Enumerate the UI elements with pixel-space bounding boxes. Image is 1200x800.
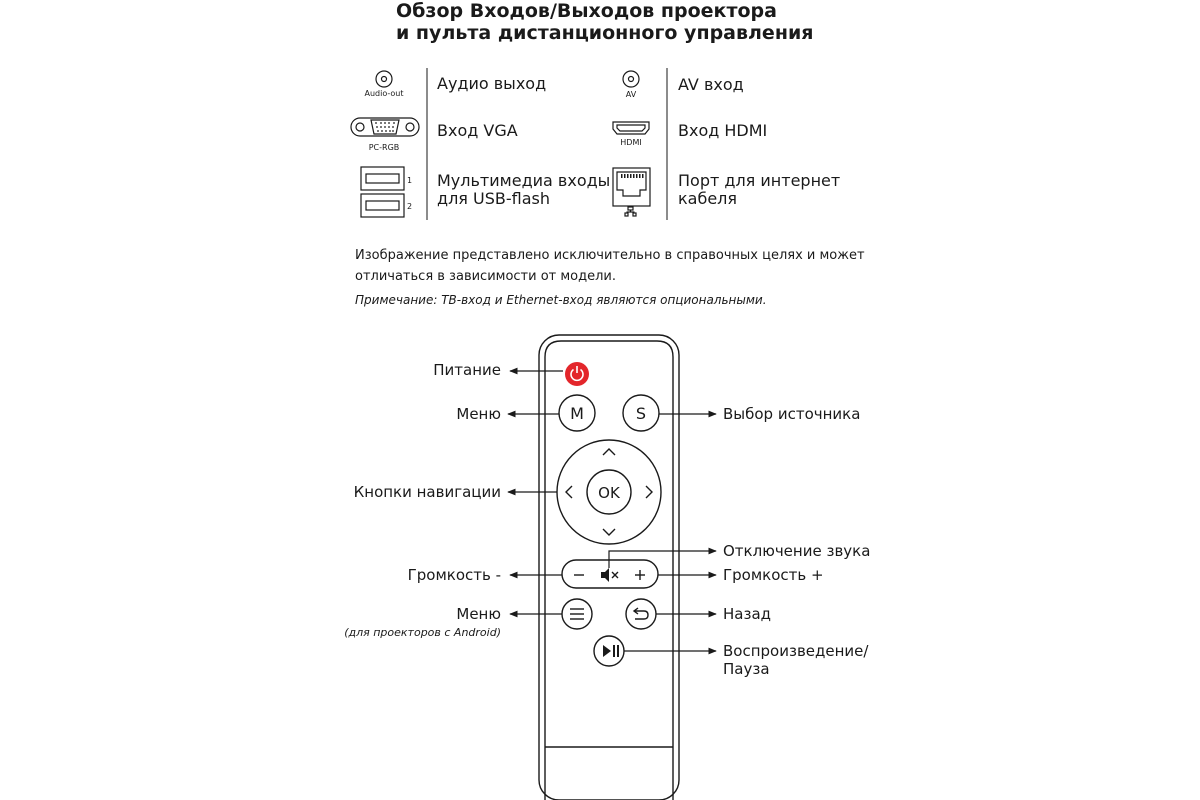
optional-note: Примечание: ТВ-вход и Ethernet-вход являются опциональными. — [355, 293, 767, 307]
av-caption: AV — [625, 90, 637, 99]
callout-play-line-2: Пауза — [723, 660, 770, 678]
callout-power: Питание — [433, 361, 501, 379]
callout-back: Назад — [723, 605, 772, 623]
callout-vol-plus: Громкость + — [723, 566, 824, 584]
menu-button-label: M — [570, 404, 584, 423]
nav-up-icon — [603, 449, 615, 455]
usb-number-1: 1 — [407, 176, 413, 185]
callout-play-pause — [723, 642, 868, 678]
vga-caption: PC-RGB — [368, 143, 400, 152]
usb-label-line-2: для USB-flash — [437, 189, 550, 208]
hdmi-label: Вход HDMI — [678, 121, 768, 140]
play-pause-icon — [603, 645, 619, 657]
callout-navigation: Кнопки навигации — [353, 483, 501, 501]
ethernet-label-line-2: кабеля — [678, 189, 738, 208]
nav-down-icon — [603, 529, 615, 535]
usb-number-2: 2 — [407, 202, 413, 211]
hdmi-caption: HDMI — [620, 138, 642, 147]
ethernet-label-line-1: Порт для интернет — [678, 171, 841, 190]
mute-icon — [601, 568, 618, 582]
title-line-2: и пульта дистанционного управления — [396, 22, 814, 44]
callout-android-menu-note: (для проекторов с Android) — [344, 626, 501, 639]
usb-label-line-1: Мультимедиа входы — [437, 171, 611, 190]
nav-right-icon — [646, 486, 652, 498]
ok-button-label: OK — [598, 484, 620, 502]
source-button-label: S — [635, 404, 647, 423]
callout-mute: Отключение звука — [723, 542, 871, 560]
nav-left-icon — [566, 486, 572, 498]
disclaimer-line-2: отличаться в зависимости от модели. — [355, 269, 617, 284]
av-in-label: AV вход — [678, 75, 744, 94]
audio-out-caption: Audio-out — [364, 89, 404, 98]
back-button[interactable] — [626, 599, 656, 629]
audio-out-label: Аудио выход — [437, 74, 547, 93]
volume-bar — [562, 560, 658, 588]
callout-vol-minus: Громкость - — [407, 566, 501, 584]
callout-android-menu: Меню — [456, 605, 501, 623]
power-button[interactable] — [565, 362, 589, 386]
back-icon — [634, 608, 648, 619]
disclaimer-line-1: Изображение представлено исключительно в справочных целях и может — [355, 248, 865, 263]
callout-source: Выбор источника — [723, 405, 861, 423]
title-line-1: Обзор Входов/Выходов проектора — [396, 0, 777, 22]
callout-menu: Меню — [456, 405, 501, 423]
callout-play-line-1: Воспроизведение/ — [723, 642, 869, 660]
vga-label: Вход VGA — [437, 121, 518, 140]
